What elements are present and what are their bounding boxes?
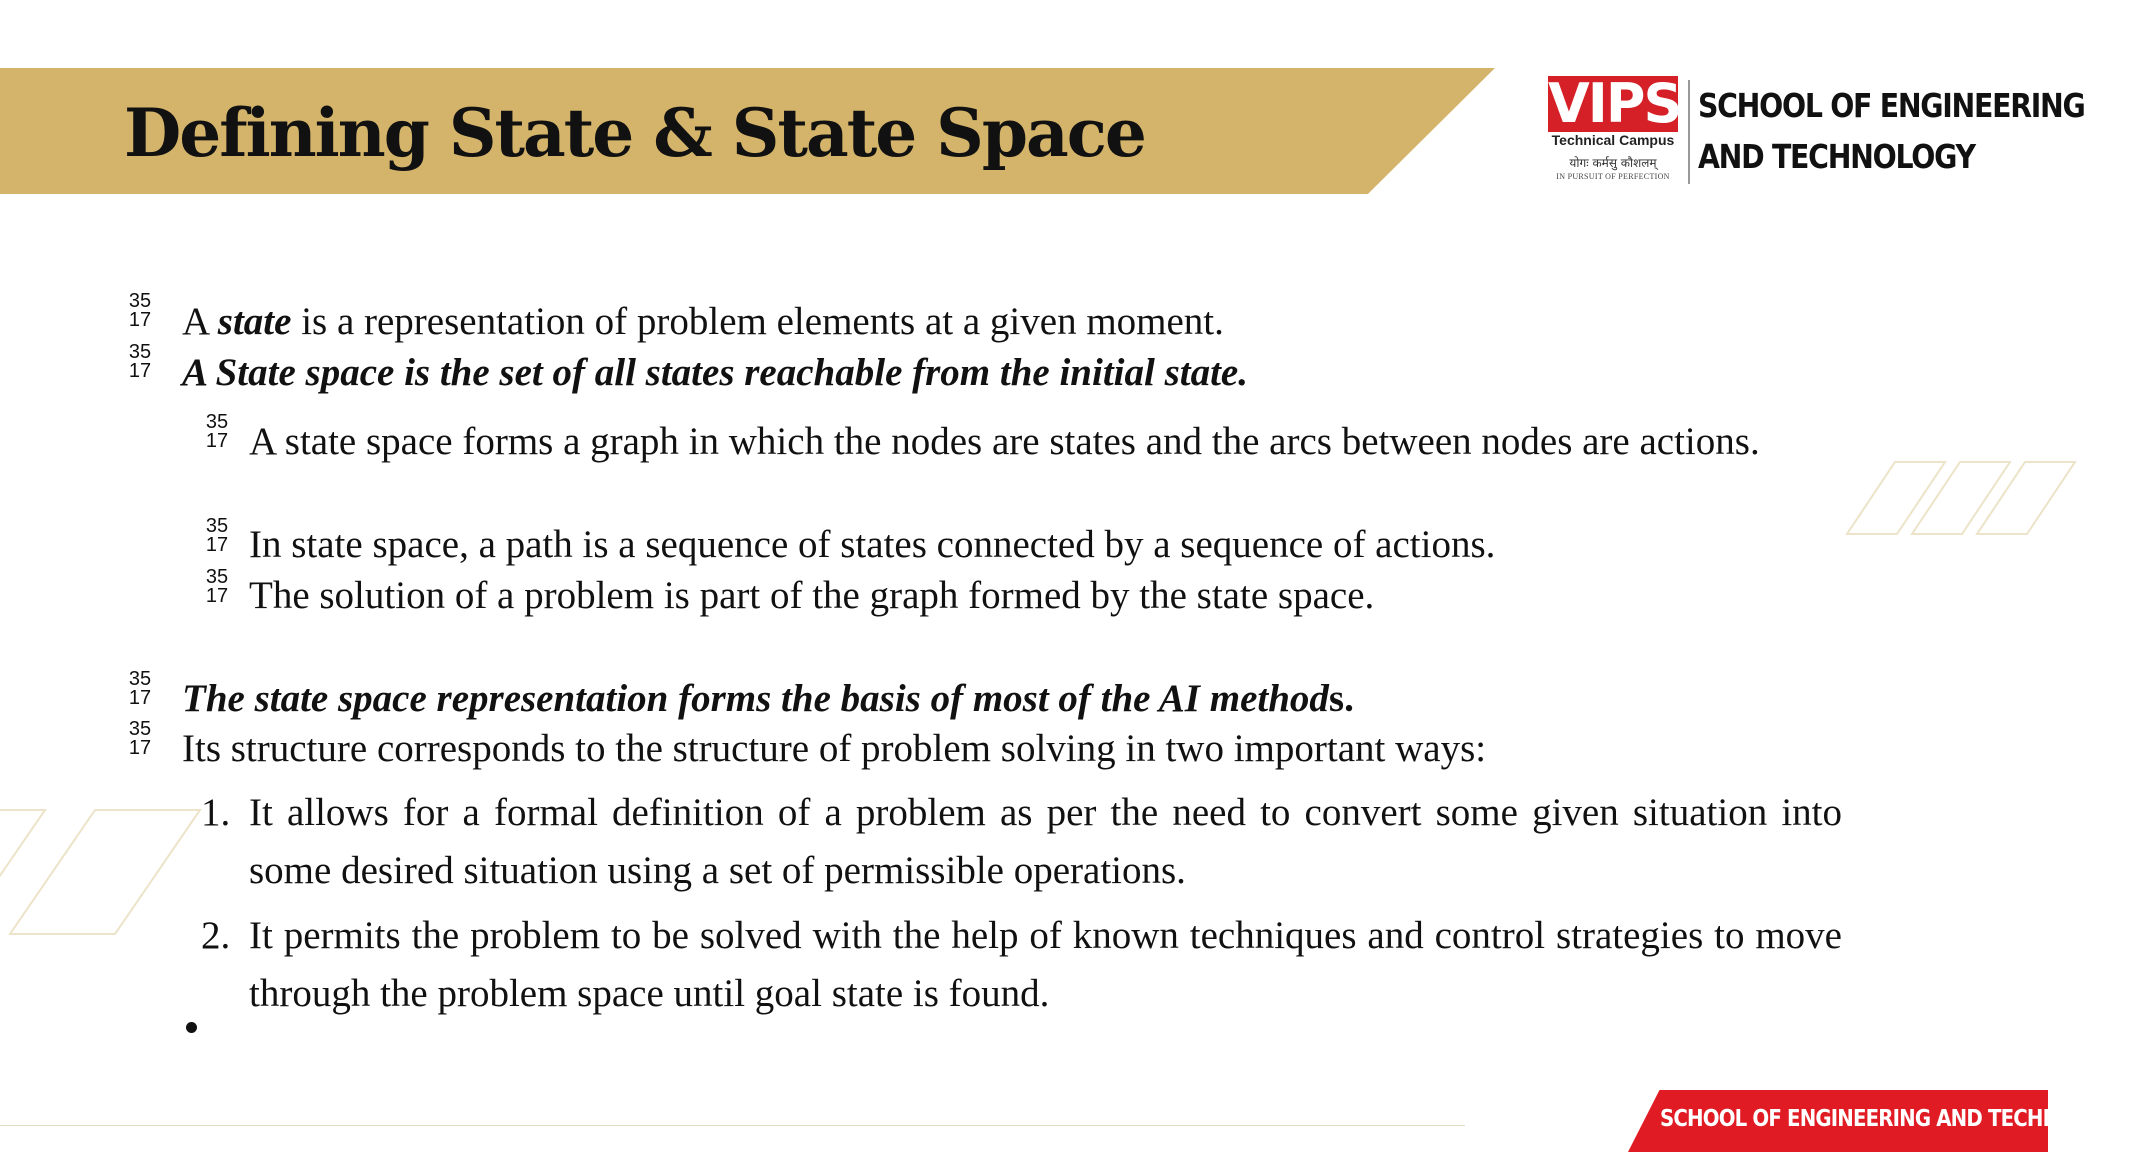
- logo-motto: IN PURSUIT OF PERFECTION: [1556, 172, 1670, 181]
- sub-bullet-marker: 35 17: [205, 411, 229, 452]
- sub-bullet-graph: A state space forms a graph in which the nodes are states and the arcs between nodes are actions.: [249, 420, 1760, 463]
- bullet-marker: 35 17: [128, 341, 152, 382]
- numbered-item-formal-definition: It allows for a formal definition of a problem as per the need to convert some given situation into some desired situation using a set of permissible operations.: [249, 791, 1842, 892]
- numbered-item-techniques: It permits the problem to be solved with the help of known techniques and control strategies to move through the problem space until goal state is found.: [249, 914, 1842, 1015]
- logo-brand: VIPS: [1548, 72, 1681, 135]
- empty-bullet: [186, 1022, 197, 1033]
- footer-label: SCHOOL OF ENGINEERING AND TECHNOLOGY: [1660, 1106, 2130, 1132]
- sub-bullet-marker: 35 17: [205, 566, 229, 607]
- decorative-stripes-left: [0, 808, 205, 936]
- bullet-marker: 35 17: [128, 718, 152, 759]
- numbered-item-number: 1.: [201, 791, 231, 834]
- school-name-line-2: AND TECHNOLOGY: [1698, 137, 1975, 176]
- decorative-stripes-right: [1845, 460, 2048, 536]
- sub-bullet-path: In state space, a path is a sequence of states connected by a sequence of actions.: [249, 523, 1496, 566]
- bullet-structure: Its structure corresponds to the structure of problem solving in two important ways:: [182, 727, 1487, 770]
- logo-divider: [1688, 80, 1690, 184]
- bullet-state-space-definition: A State space is the set of all states reachable from the initial state.: [182, 351, 1248, 394]
- numbered-item-number: 2.: [201, 914, 231, 957]
- school-name-line-1: SCHOOL OF ENGINEERING: [1698, 86, 2085, 125]
- logo-campus: Technical Campus: [1551, 132, 1675, 148]
- bullet-ai-methods: The state space representation forms the basis of most of the AI methods.: [182, 677, 1354, 720]
- sub-bullet-marker: 35 17: [205, 515, 229, 556]
- bullet-state-definition: A state is a representation of problem elements at a given moment.: [182, 300, 1224, 343]
- school-name: [1698, 80, 2085, 182]
- bullet-marker: 35 17: [128, 668, 152, 709]
- footer-divider: [0, 1125, 1465, 1126]
- logo-hindi-tagline: योगः कर्मसु कौशलम्: [1569, 156, 1657, 170]
- sub-bullet-solution: The solution of a problem is part of the graph formed by the state space.: [249, 574, 1375, 617]
- slide-title: Defining State & State Space: [124, 94, 1145, 172]
- vips-logo: [1548, 72, 1681, 184]
- bullet-marker: 35 17: [128, 290, 152, 331]
